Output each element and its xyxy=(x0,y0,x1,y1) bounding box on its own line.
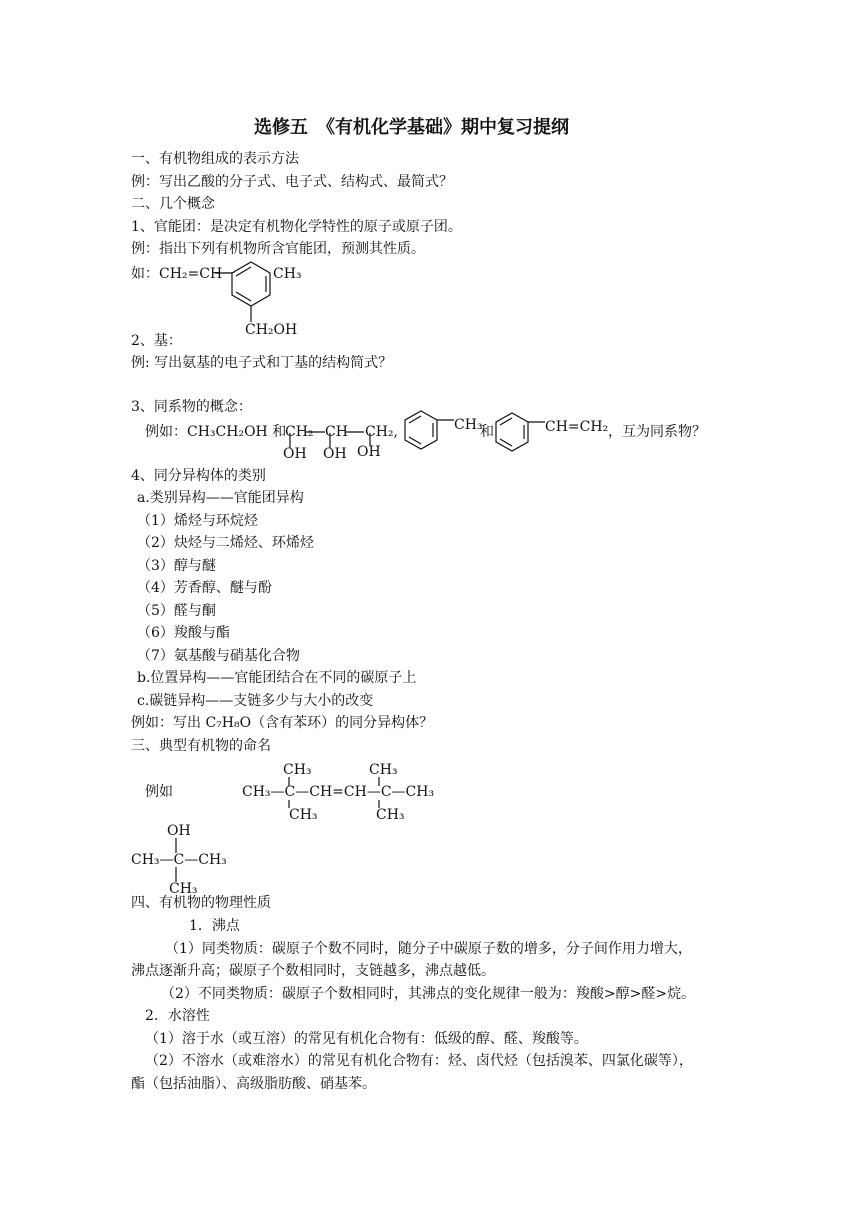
paragraph: （1）溶于水（或互溶）的常见有机化合物有：低级的醇、醛、羧酸等。 xyxy=(145,1031,588,1047)
page-title: 选修五 《有机化学基础》期中复习提纲 xyxy=(254,117,569,138)
formula-methyl: CH₃ xyxy=(283,762,312,778)
formula-vinyl-prefix: 如：CH₂=CH－ xyxy=(131,266,237,282)
example-label: 例如 xyxy=(145,784,173,800)
example-line: 例: 写出氨基的电子式和丁基的结构简式？ xyxy=(131,355,393,371)
formula-methyl: CH₃ xyxy=(369,762,398,778)
formula-ethanol: 例如：CH₃CH₂OH 和 xyxy=(145,424,287,440)
example-line: 例：指出下列有机物所含官能团，预测其性质。 xyxy=(131,241,425,257)
formula-main-chain: CH₃—C—CH=CH—C—CH₃ xyxy=(242,784,435,800)
conjunction-he: 和 xyxy=(480,424,494,440)
list-item: （1）烯烃与环烷烃 xyxy=(137,513,258,529)
question-homolog: ，互为同系物？ xyxy=(608,424,706,440)
paragraph: 酯（包括油脂）、高级脂肪酸、硝基苯。 xyxy=(131,1076,376,1092)
formula-methyl: CH₃ xyxy=(273,266,302,282)
formula-ch: CH xyxy=(325,424,348,440)
paragraph: （2）不溶水（或难溶水）的常见有机化合物有：烃、卤代烃（包括溴苯、四氯化碳等）， xyxy=(145,1053,693,1069)
concept-radical: 2、基： xyxy=(131,333,182,349)
formula-ch2: CH₂ xyxy=(285,424,314,440)
paragraph: （2）不同类物质：碳原子个数相同时，其沸点的变化规律一般为：羧酸>醇>醛>烷。 xyxy=(161,986,696,1002)
example-line: 例：写出乙酸的分子式、电子式、结构式、最简式？ xyxy=(131,174,453,190)
list-item: （5）醛与酮 xyxy=(137,603,216,619)
formula-hydroxymethyl: CH₂OH xyxy=(245,322,298,338)
subheading-boiling-point: 1．沸点 xyxy=(189,918,240,934)
list-item: （3）醇与醚 xyxy=(137,558,216,574)
formula-ch2: CH₂, xyxy=(365,424,398,440)
list-item: （6）羧酸与酯 xyxy=(137,625,230,641)
section-heading-2: 二、几个概念 xyxy=(131,196,215,212)
paragraph: （1）同类物质：碳原子个数不同时，随分子中碳原子数的增多，分子间作用力增大， xyxy=(165,941,692,957)
list-item: c.碳链异构——支链多少与大小的改变 xyxy=(137,693,374,709)
section-heading-3: 三、典型有机物的命名 xyxy=(131,738,271,754)
formula-vinyl: CH=CH₂ xyxy=(545,419,609,435)
formula-methyl: CH₃ xyxy=(376,807,405,823)
subheading-solubility: 2．水溶性 xyxy=(145,1008,210,1024)
concept-isomer: 4、同分异构体的类别 xyxy=(131,468,266,484)
list-item: （4）芳香醇、醚与酚 xyxy=(137,580,272,596)
section-heading-1: 一、有机物组成的表示方法 xyxy=(131,151,299,167)
formula-methyl: CH₃ xyxy=(454,417,483,433)
section-heading-4: 四、有机物的物理性质 xyxy=(131,895,271,911)
formula-oh: OH xyxy=(283,446,307,462)
formula-methyl: CH₃ xyxy=(169,881,198,897)
list-item: b.位置异构——官能团结合在不同的碳原子上 xyxy=(137,670,417,686)
benzene-ring-icon xyxy=(405,411,454,449)
benzene-ring-icon xyxy=(215,262,270,322)
formula-main-chain: CH₃—C—CH₃ xyxy=(131,852,227,868)
example-line: 例如：写出 C₇H₈O（含有苯环）的同分异构体？ xyxy=(131,715,434,731)
concept-functional-group: 1、官能团：是决定有机物化学特性的原子或原子团。 xyxy=(131,219,462,235)
benzene-ring-icon xyxy=(496,413,545,451)
list-item: （2）炔烃与二烯烃、环烯烃 xyxy=(137,535,314,551)
formula-methyl: CH₃ xyxy=(289,807,318,823)
paragraph: 沸点逐渐升高；碳原子个数相同时，支链越多，沸点越低。 xyxy=(131,963,495,979)
list-item: a.类别异构——官能团异构 xyxy=(137,490,304,506)
formula-oh: OH xyxy=(357,444,381,460)
concept-homolog: 3、同系物的概念： xyxy=(131,399,252,415)
formula-oh: OH xyxy=(323,446,347,462)
list-item: （7）氨基酸与硝基化合物 xyxy=(137,648,300,664)
formula-oh: OH xyxy=(167,823,191,839)
